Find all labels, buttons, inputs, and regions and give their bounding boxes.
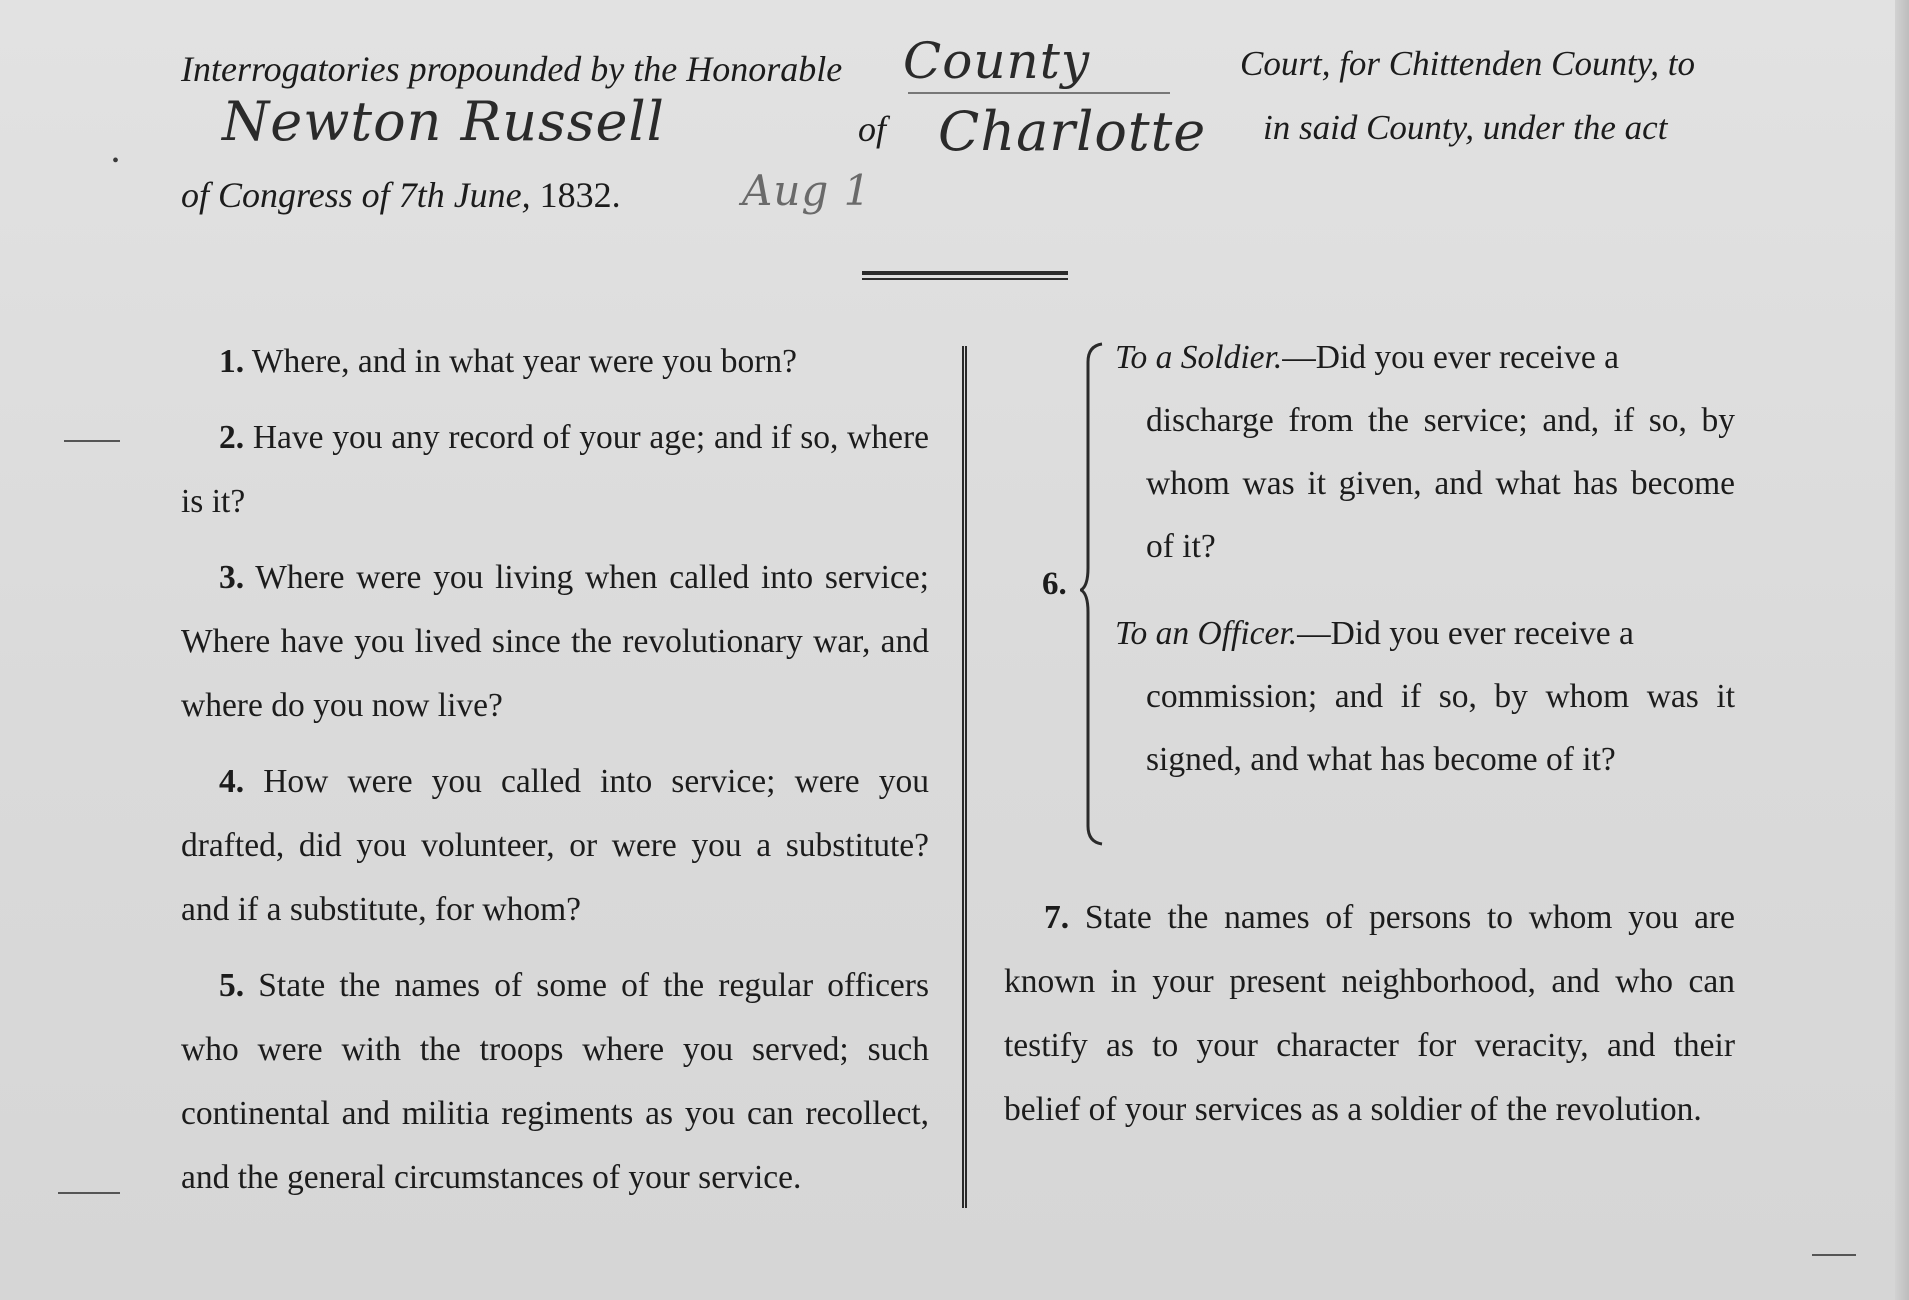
question-2: 2. Have you any record of your age; and if so, where is it? [181, 419, 929, 520]
question-6-number: 6. [1042, 566, 1067, 602]
page-edge [1895, 0, 1909, 1300]
question-6-soldier: To a Soldier.—Did you ever receive a discharge from the service; and, if so, by whom was it given, and what has become of it? [1115, 339, 1735, 565]
header-line1-suffix: Court, for Chittenden County, to [1240, 44, 1696, 83]
margin-mark: • [112, 150, 120, 172]
question-7: 7. State the names of persons to whom you are known in your present neighborhood, and who can testify as to your character for veracity, and their belief of your services as a soldier of the revolution. [1004, 899, 1735, 1128]
curly-brace [1080, 340, 1110, 848]
questions-left-column [181, 330, 929, 1222]
header-of-word: of [858, 109, 887, 149]
margin-tick [1812, 1254, 1856, 1256]
question-7-block [1004, 886, 1735, 1154]
header-line1-prefix: Interrogatories propounded by the Honorable [181, 49, 843, 89]
question-1: 1. Where, and in what year were you born? [219, 343, 797, 380]
margin-tick [58, 1192, 120, 1194]
header-year: 1832. [539, 175, 621, 215]
court-name-underline [908, 92, 1170, 94]
question-6-officer: To an Officer.—Did you ever receive a commission; and if so, by whom was it signed, and what has become of it? [1115, 615, 1735, 778]
handwritten-date: Aug 1 [742, 166, 872, 215]
header-line3-prefix: of Congress of 7th June, [181, 175, 531, 215]
question-5: 5. State the names of some of the regular officers who were with the troops where you served; such continental and militia regiments as you can recollect, and the general circumstances of your service. [181, 967, 929, 1196]
question-3: 3. Where were you living when called into service; Where have you lived since the revolutionary war, and where do you now live? [181, 559, 929, 724]
column-divider [962, 346, 967, 1208]
margin-tick [64, 440, 120, 442]
handwritten-court-name: County [903, 32, 1091, 90]
question-4: 4. How were you called into service; were you drafted, did you volunteer, or were you a substitute? and if a substitute, for whom? [181, 763, 930, 928]
header-line2-suffix: in said County, under the act [1263, 108, 1668, 147]
double-rule [862, 271, 1068, 280]
handwritten-applicant-name: Newton Russell [222, 90, 665, 153]
header-line3 [181, 174, 621, 216]
question-6 [1115, 326, 1735, 791]
handwritten-town-name: Charlotte [938, 100, 1207, 163]
